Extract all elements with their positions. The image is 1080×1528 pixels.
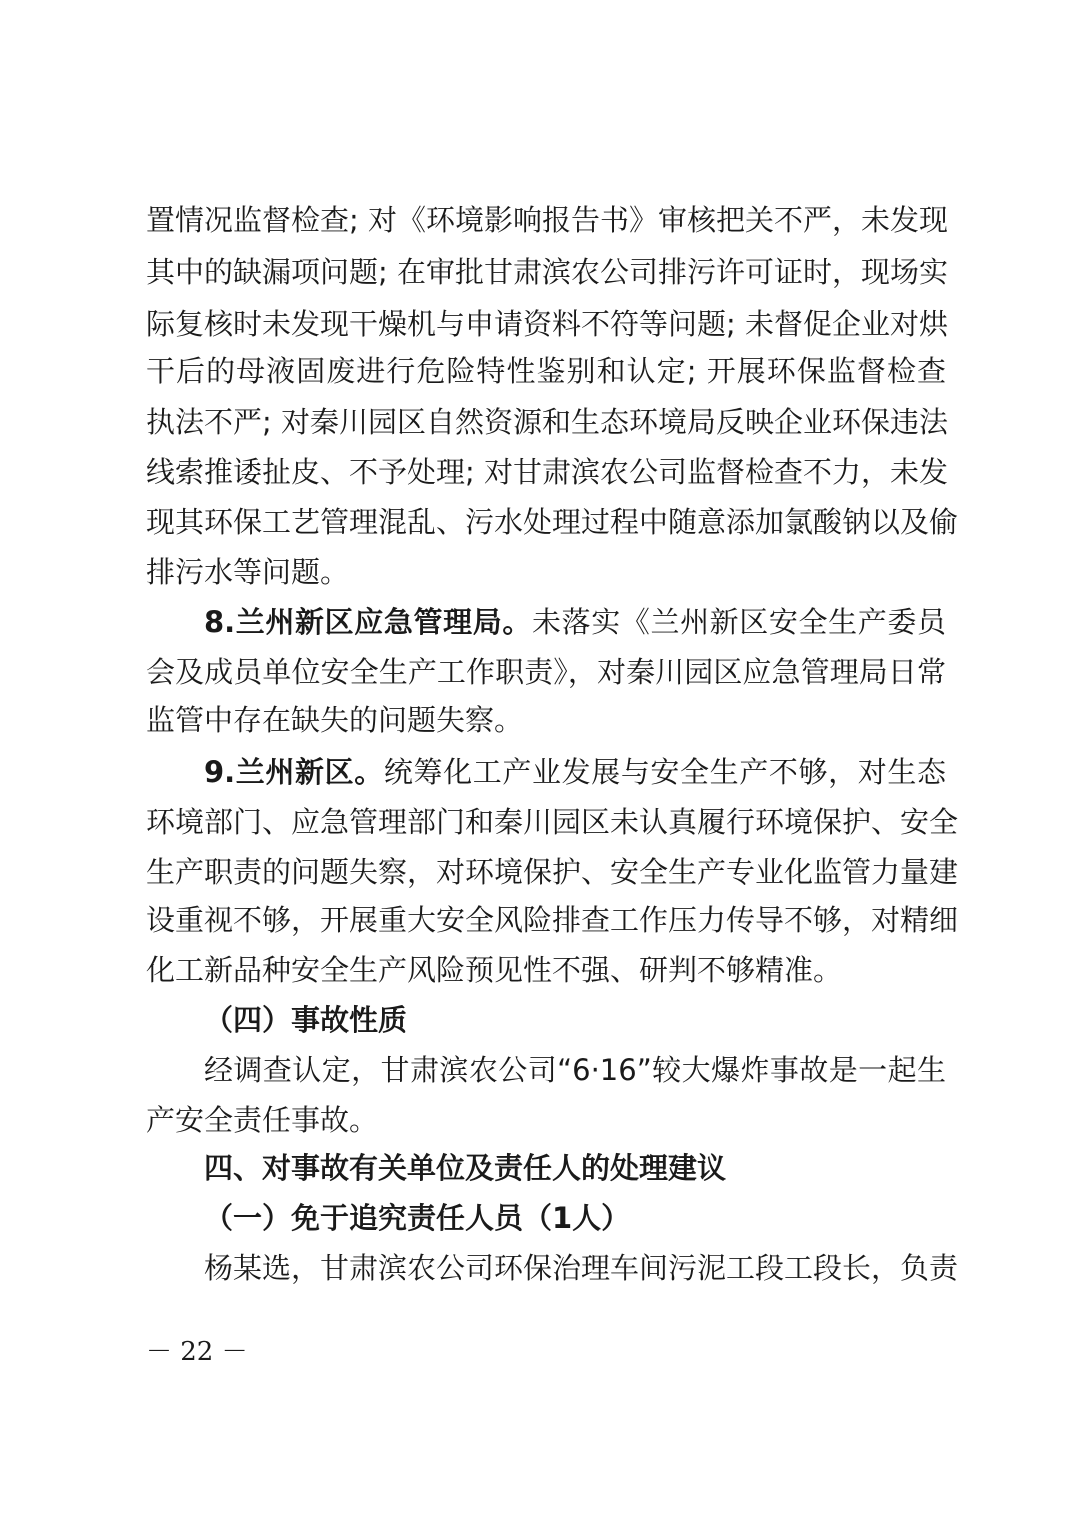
- body-line: 杨某选，甘肃滨农公司环保治理车间污泥工段工段长，负责: [204, 1251, 959, 1285]
- item-8-first-line: [204, 596, 946, 648]
- section-4-title: （四）事故性质: [204, 1003, 408, 1037]
- body-line: 会及成员单位安全生产工作职责》，对秦川园区应急管理局日常: [146, 655, 946, 689]
- item-9-text: 统筹化工产业发展与安全生产不够，对生态: [383, 755, 946, 789]
- part-4-heading: 四、对事故有关单位及责任人的处理建议: [204, 1151, 727, 1185]
- body-line: 产安全责任事故。: [146, 1103, 379, 1137]
- body-line: 干后的母液固废进行危险特性鉴别和认定; 开展环保监督检查: [146, 354, 946, 388]
- body-line: 执法不严; 对秦川园区自然资源和生态环境局反映企业环保违法: [146, 405, 948, 439]
- body-line: 线索推诿扯皮、不予处理; 对甘肃滨农公司监督检查不力，未发: [146, 455, 948, 489]
- body-line: 现其环保工艺管理混乱、污水处理过程中随意添加氯酸钠以及偷: [146, 505, 959, 539]
- body-line: 置情况监督检查; 对《环境影响报告书》审核把关不严，未发现: [146, 203, 948, 237]
- sub-1-heading: （一）免于追究责任人员（1人）: [204, 1201, 631, 1235]
- body-line: 化工新品种安全生产风险预见性不强、研判不够精准。: [146, 953, 843, 987]
- body-line: 监管中存在缺失的问题失察。: [146, 703, 524, 737]
- body-line: 环境部门、应急管理部门和秦川园区未认真履行环境保护、安全: [146, 805, 959, 839]
- item-9-heading: 9.兰州新区。: [204, 755, 384, 789]
- body-line: 经调查认定，甘肃滨农公司“6·16”较大爆炸事故是一起生: [204, 1053, 946, 1087]
- body-line: 生产职责的问题失察，对环境保护、安全生产专业化监管力量建: [146, 855, 959, 889]
- item-8-heading: 8.兰州新区应急管理局。: [204, 605, 532, 639]
- body-line: 排污水等问题。: [146, 555, 350, 589]
- body-line: 际复核时未发现干燥机与申请资料不符等问题; 未督促企业对烘: [146, 307, 948, 341]
- page-number: － 22 －: [146, 1337, 248, 1367]
- body-line: 其中的缺漏项问题; 在审批甘肃滨农公司排污许可证时，现场实: [146, 255, 948, 289]
- item-9-first-line: [204, 746, 946, 798]
- item-8-text: 未落实《兰州新区安全生产委员: [531, 605, 946, 639]
- body-line: 设重视不够，开展重大安全风险排查工作压力传导不够，对精细: [146, 903, 959, 937]
